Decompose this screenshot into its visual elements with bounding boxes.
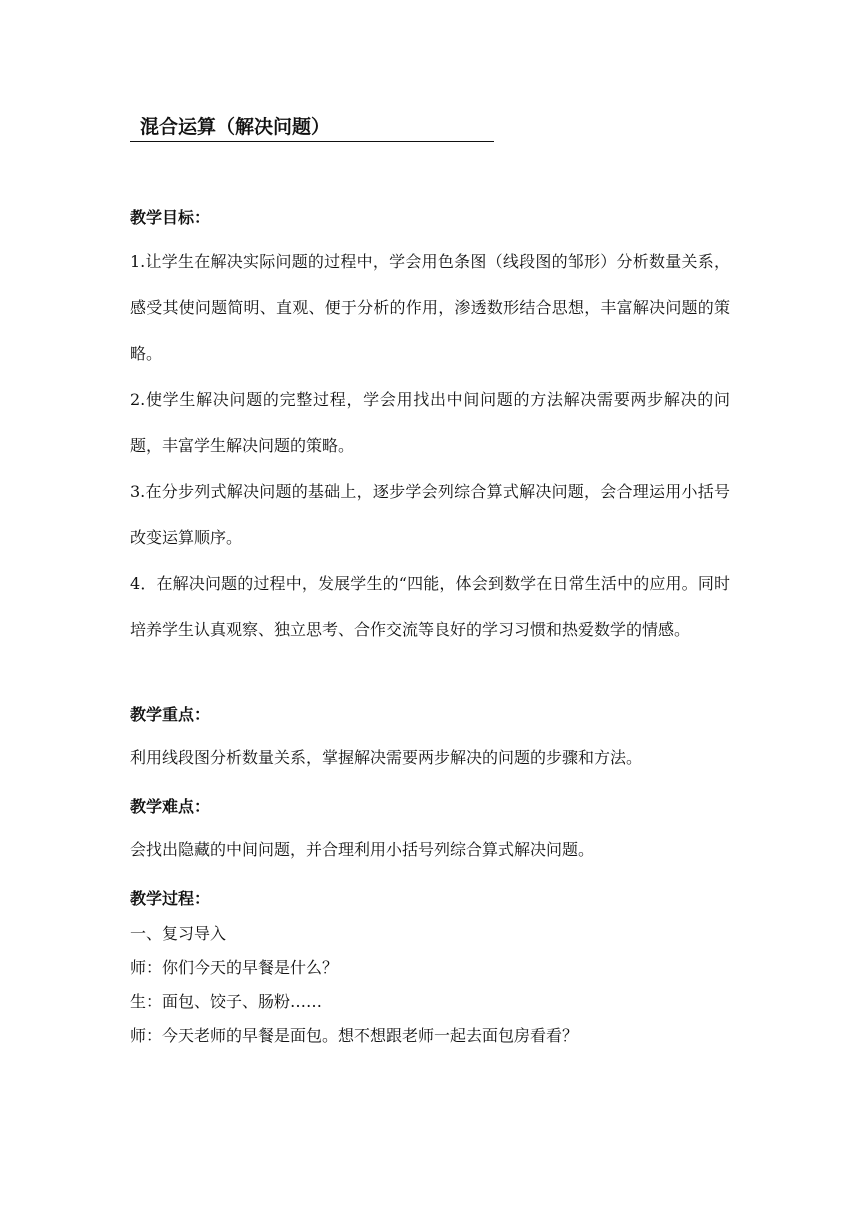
process-line: 一、复习导入 (130, 924, 227, 943)
key-point-heading: 教学重点： (130, 705, 211, 724)
goal-item-3: 3.在分步列式解决问题的基础上，逐步学会列综合算式解决问题，会合理运用小括号改变运算顺序。 (130, 482, 730, 547)
goal-item-4: 4．在解决问题的过程中，发展学生的“四能，体会到数学在日常生活中的应用。同时培养学生认真观察、独立思考、合作交流等良好的学习习惯和热爱数学的情感。 (130, 574, 730, 639)
process-line: 生：面包、饺子、肠粉…… (130, 992, 323, 1011)
process-line: 师：你们今天的早餐是什么？ (130, 958, 339, 977)
document-title: 混合运算（解决问题） (130, 113, 494, 142)
goal-item-1: 1.让学生在解决实际问题的过程中，学会用色条图（线段图的邹形）分析数量关系，感受其使问题简明、直观、便于分析的作用，渗透数形结合思想，丰富解决问题的策略。 (130, 252, 730, 363)
key-point-text: 利用线段图分析数量关系，掌握解决需要两步解决的问题的步骤和方法。 (130, 748, 643, 767)
goal-item-2: 2.使学生解决问题的完整过程，学会用找出中间问题的方法解决需要两步解决的问题，丰富学生解决问题的策略。 (130, 390, 730, 455)
goals-heading: 教学目标： (130, 208, 211, 227)
difficulty-heading: 教学难点： (130, 797, 211, 816)
process-heading: 教学过程： (130, 889, 211, 908)
process-line: 师：今天老师的早餐是面包。想不想跟老师一起去面包房看看？ (130, 1026, 579, 1045)
difficulty-text: 会找出隐藏的中间问题，并合理利用小括号列综合算式解决问题。 (130, 840, 595, 859)
